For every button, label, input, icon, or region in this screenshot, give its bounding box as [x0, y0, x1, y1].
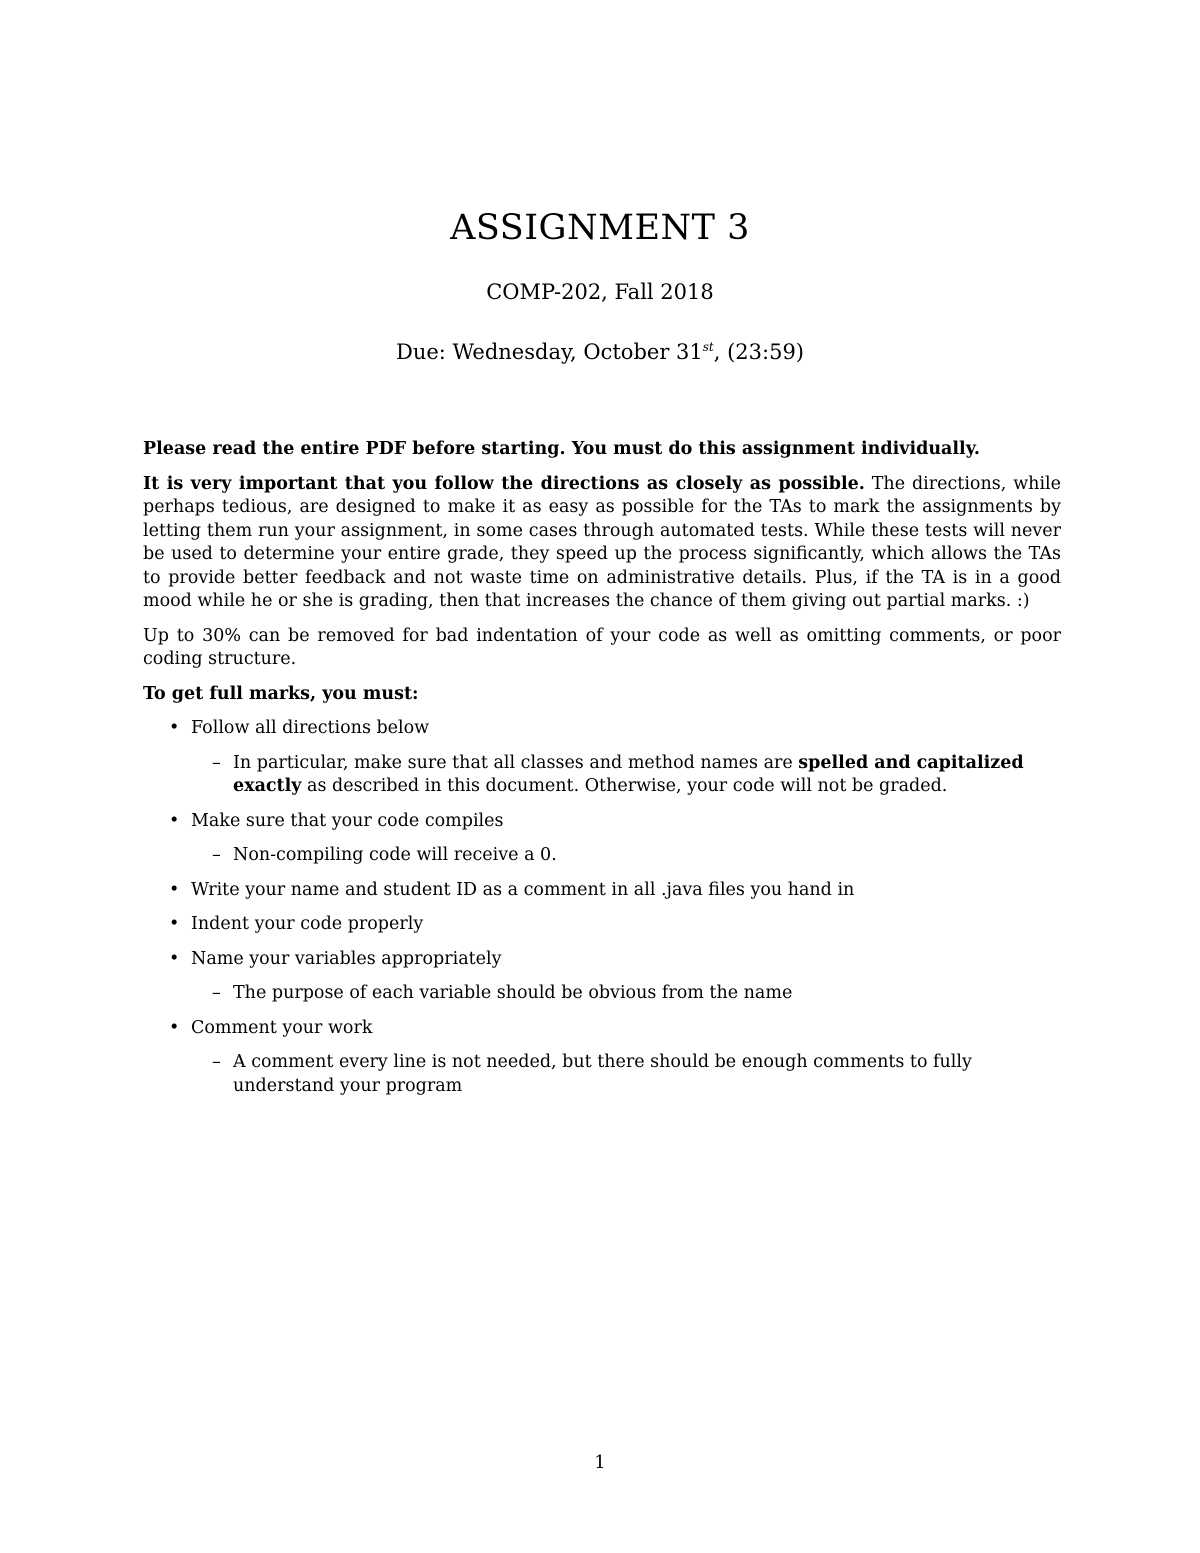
- bullet-icon: •: [169, 948, 180, 969]
- list-item-text: Follow all directions below: [191, 718, 430, 738]
- dash-icon: –: [212, 1052, 221, 1072]
- read-entire-pdf-paragraph: Please read the entire PDF before starting. You must do this assignment individually.: [143, 439, 980, 459]
- list-item: [143, 1017, 1061, 1099]
- list-item-text: Indent your code properly: [191, 914, 424, 934]
- sub-text-emphasis: spelled and capitalized exactly: [233, 752, 1024, 796]
- sub-list: [191, 752, 1061, 799]
- sub-list-text: Non-compiling code will receive a 0.: [233, 845, 557, 865]
- sub-list: [191, 844, 1061, 868]
- list-item-text: Name your variables appropriately: [191, 948, 502, 969]
- sub-text-post: as described in this document. Otherwise, your code will not be graded.: [301, 776, 948, 796]
- document-body: [143, 438, 1061, 1109]
- bullet-icon: •: [169, 718, 180, 738]
- course-line: COMP-202, Fall 2018: [486, 280, 714, 304]
- list-item: [143, 948, 1061, 1006]
- assignment-title: ASSIGNMENT 3: [450, 208, 750, 248]
- list-item-text: Make sure that your code compiles: [191, 810, 504, 831]
- penalty-paragraph: Up to 30% can be removed for bad indentation of your code as well as omitting comments, or poor coding structure.: [143, 625, 1061, 669]
- bullet-icon: •: [169, 914, 180, 934]
- sub-list-item: [191, 1051, 1061, 1098]
- requirements-list: [143, 717, 1061, 1098]
- list-item: [143, 810, 1061, 868]
- list-item-text: Write your name and student ID as a comment in all .java files you hand in: [191, 879, 855, 900]
- directions-paragraph: [143, 473, 1061, 614]
- due-prefix: Due: Wednesday, October 31: [395, 340, 703, 364]
- bullet-icon: •: [169, 1017, 180, 1038]
- sub-text-pre: In particular, make sure that all classes and method names are: [233, 752, 799, 773]
- sub-list: [191, 982, 1061, 1006]
- sub-list-text: The purpose of each variable should be obvious from the name: [233, 983, 793, 1003]
- directions-emphasis: It is very important that you follow the directions as closely as possible.: [143, 473, 865, 494]
- due-superscript: st: [702, 340, 714, 354]
- bullet-icon: •: [169, 810, 180, 831]
- dash-icon: –: [212, 845, 221, 865]
- list-item-text: Comment your work: [191, 1017, 373, 1038]
- due-date-line: [0, 340, 1200, 364]
- page-number: 1: [594, 1452, 606, 1473]
- list-item: [143, 879, 1061, 903]
- sub-list-item: [191, 752, 1061, 799]
- due-suffix: , (23:59): [713, 340, 805, 364]
- list-item: [143, 717, 1061, 799]
- directions-text: The directions, while perhaps tedious, are designed to make it as easy as possible for the TAs to mark the assignments by letting them run your assignment, in some cases through automated tests. While these tests will never be used to determine your entire grade, they speed up the process significantly, which allows the TAs to provide better feedback and not waste time on administrative details. Plus, if the TA is in a good mood while he or she is grading, then that increases the chance of them giving out partial marks. :): [143, 473, 1062, 611]
- dash-icon: –: [212, 752, 221, 773]
- bullet-icon: •: [169, 879, 180, 900]
- sub-list-text: A comment every line is not needed, but there should be enough comments to fully understand your program: [233, 1052, 972, 1096]
- sub-list: [191, 1051, 1061, 1098]
- list-item: [143, 913, 1061, 937]
- sub-list-item: [191, 844, 1061, 868]
- dash-icon: –: [212, 983, 221, 1003]
- full-marks-heading: To get full marks, you must:: [143, 683, 419, 704]
- sub-list-item: [191, 982, 1061, 1006]
